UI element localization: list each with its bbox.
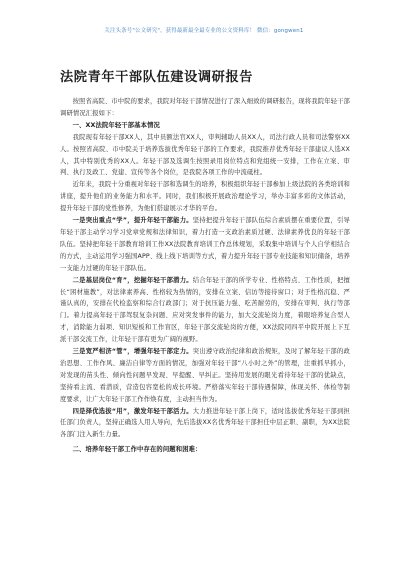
body-manage: 突出遵守政治纪律和政治规矩，及时了解年轻干部的政治思想、工作作风、廉洁自律等方面的情况，加强对年轻干部“八小时之外”的管理，注重抓早抓小，对发现的苗头性、倾向性问题早发现、早提醒、早纠正。坚持用发展的眼光看待年轻干部的优缺点，坚持看主流、看潜质，营造包容宽松的成长环境。严格落实年轻干部待遇保障，体现关怀、体检等制度要求，让广大年轻干部工作作焕有度，主动担当作为。 (60, 348, 350, 403)
document-body (60, 96, 350, 456)
section-heading-2: 二、培养年轻干部工作中存在的问题和困难： (72, 446, 202, 454)
paragraph-study (60, 215, 350, 275)
body-select: 大力推进年轻干部上岗下，适时选拔优秀年轻干部到担任部门负责人，坚持正确选人用人导向，先后选拔XX名优秀年轻干部担任中层正职、副职，为XX法院各部门注入新生力量。 (60, 407, 350, 439)
promo-banner[interactable]: 关注头条号"公文研究"，获得最新最全最专业的公文资料库！ 微信：gongwen1 (104, 28, 304, 34)
paragraph-training: 近年来，我院十分重视对年轻干部和选调生的培养，积极组织年轻干部参加上级法院的各类培训和讲座，提升他们的业务能力和水平。同时，我们积极开展政治理论学习，举办丰富多彩的文体活动，提升年轻干部的党性修养，为他们搭建展示才华的平台。 (60, 181, 350, 213)
paragraph-basic-info: 我院现有年轻干部XX人，其中员额法官XX人，审判辅助人员XX人，司法行政人员和司法警察XX人。按照省高院、市中院关于培养选拔优秀年轻干部的工作要求，我院推荐优秀年轻干部建议人选XX人，其中特别优秀的XX人。年轻干部及选调生按照录用岗位特点和党组统一安排，工作在立案、审判、执行及政工、党建、宣传等各个岗位，是我院各项工作的中流砥柱。 (60, 133, 350, 177)
paragraph-cultivate (60, 275, 350, 346)
paragraph-select (60, 406, 350, 442)
section-heading-1: 一、XX法院年轻干部基本情况 (72, 121, 160, 129)
lead-select: 四是择优选拔“用”，激发年轻干部活力。 (72, 407, 193, 415)
body-cultivate: 结合年轻干部的所学专业、性格特点、工作性质，把擅长“困材施教”，对法律素养高、性格较为热情的，安排在立案、信访等接待窗口；对于性格沉稳、严谨认真的，安排在代检监察和综合行政部门；对于抗压能力强、吃苦耐劳的，安排在审判、执行等部门。着力提高年轻干部驾驭复杂问题、应对突发事件的能力，加大交流轮岗力度，着眼培养复合型人才，消除能力弱项、知识短板和工作盲区，年轻干部交流轮岗的方便，XX法院同四平中院开展上下互派干部交流工作，让年轻干部有更为广阔的视野。 (60, 276, 350, 344)
document-title: 法院青年干部队伍建设调研报告 (60, 70, 254, 85)
lead-study: 一是突出重点“学”，提升年轻干部能力。 (72, 217, 193, 225)
paragraph-manage (60, 346, 350, 406)
intro-paragraph: 按照省高院、市中院的要求，我院对年轻干部情况进行了深入细致的调研报告，现将我院年轻干部调研情况汇报如下： (60, 98, 350, 117)
body-study: 坚持把提升年轻干部队伍综合素质摆在重要位置，引导年轻干部主动学习学习党章党规和法律知识，着力打造一支政治素质过硬、法律素养优良的年轻干部队伍。坚持把年轻干部教育培训工作XX法院教育培训工作总体规划，采取集中培训与个人自学相结合的方式，主动运用学习强国APP、线上线下培训等方式，着力提升年轻干部专业技能和知识储备，培养一支能力过硬的年轻干部队伍。 (60, 217, 350, 272)
lead-manage: 三是宽严相济“管”，增强年轻干部定力。 (72, 348, 193, 356)
lead-cultivate: 二是基层岗位“育”，挖掘年轻干部潜力。 (72, 276, 193, 284)
